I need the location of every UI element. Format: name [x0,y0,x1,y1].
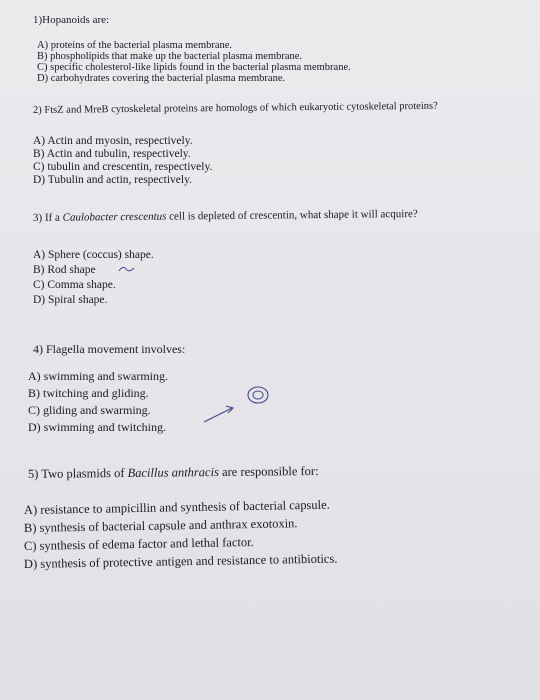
question-5-title-prefix: 5) Two plasmids of [27,465,128,481]
question-5-option-d: D) synthesis of protective antigen and resistance to antibiotics. [23,551,338,571]
question-4-option-b: B) twitching and gliding. [28,386,149,400]
question-2-option-a: A) Actin and myosin, respectively. [33,135,193,147]
question-4-title: 4) Flagella movement involves: [33,342,186,356]
question-2-option-d: D) Tubulin and actin, respectively. [33,174,192,186]
question-3-option-b: B) Rod shape [33,264,96,276]
question-5-option-a: A) resistance to ampicillin and synthesis of bacterial capsule. [23,497,330,517]
question-2-option-c: C) tubulin and crescentin, respectively. [33,161,213,173]
question-5-title-organism: Bacillus anthracis [127,465,219,480]
question-1-option-a: A) proteins of the bacterial plasma membrane. [37,40,233,51]
question-1-option-b: B) phospholipids that make up the bacterial plasma membrane. [37,51,303,62]
question-2-option-b: B) Actin and tubulin, respectively. [33,148,191,160]
question-5-option-c: C) synthesis of edema factor and lethal factor. [23,534,254,553]
question-4-option-d: D) swimming and twitching. [28,420,166,434]
pen-arrow-circle-icon [200,384,276,426]
question-5-title-suffix: are responsible for: [218,463,319,480]
question-3-title-prefix: 3) If a [32,211,63,224]
question-3-option-d: D) Spiral shape. [33,294,108,306]
question-5-title [28,464,319,482]
question-3-title-organism: Caulobacter crescentus [62,210,167,224]
question-3-title-suffix: cell is depleted of crescentin, what shape it will acquire? [166,207,418,223]
pen-checkmark-icon [117,263,137,275]
question-4-option-a: A) swimming and swarming. [28,369,168,383]
question-1-option-d: D) carbohydrates covering the bacterial plasma membrane. [37,73,286,84]
question-4-option-c: C) gliding and swarming. [28,403,151,417]
question-5-option-b: B) synthesis of bacterial capsule and anthrax exotoxin. [23,516,298,535]
question-3-title [33,208,418,224]
question-3-option-c: C) Comma shape. [33,279,116,291]
question-3-option-a: A) Sphere (coccus) shape. [33,249,154,261]
question-1-option-c: C) specific cholesterol-like lipids found in the bacterial plasma membrane. [37,62,351,73]
question-1-title: 1)Hopanoids are: [33,14,110,26]
question-2-title: 2) FtsZ and MreB cytoskeletal proteins are homologs of which eukaryotic cytoskeletal proteins? [32,100,438,116]
